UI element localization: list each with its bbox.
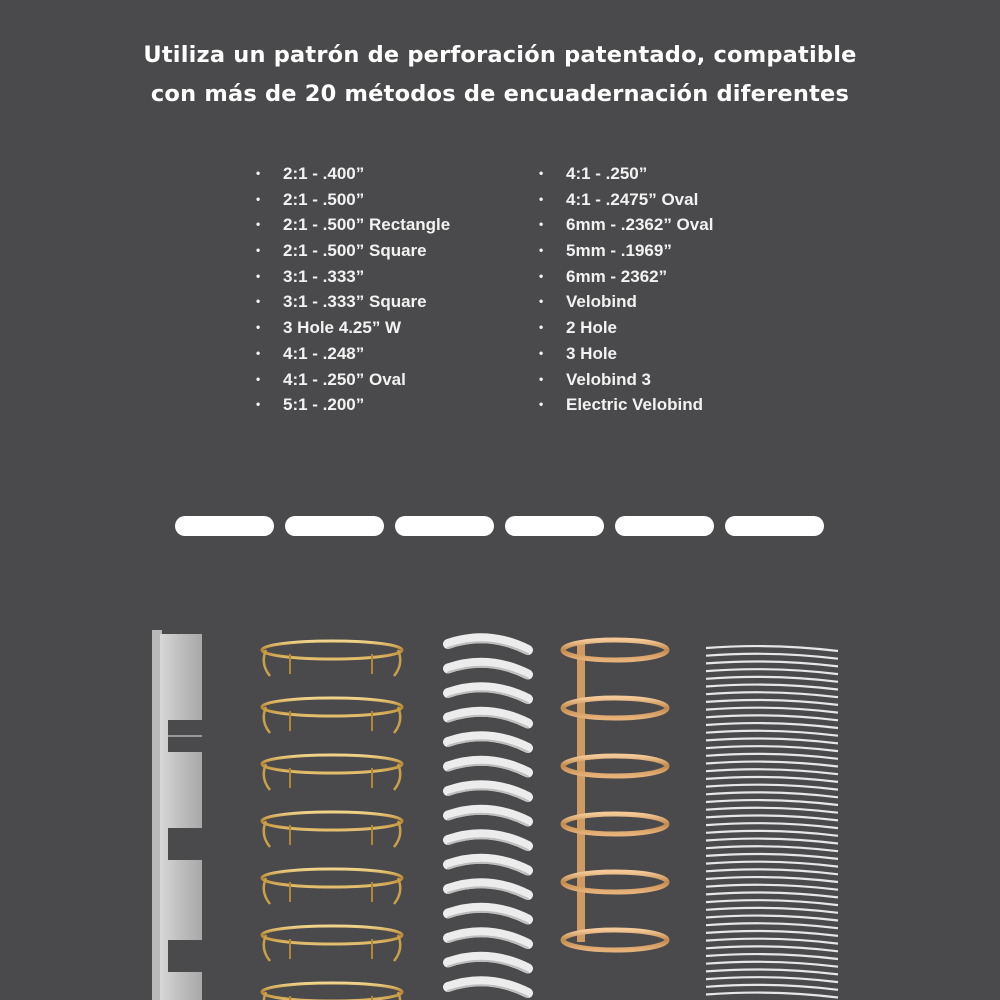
- bullet-icon: •: [539, 320, 544, 335]
- list-item: [256, 392, 450, 418]
- list-item-label: 5mm - .1969”: [566, 241, 672, 261]
- pill-divider-segment: [285, 516, 384, 536]
- list-item-label: 4:1 - .250” Oval: [283, 369, 406, 389]
- list-item: [539, 212, 713, 238]
- pill-divider-segment: [175, 516, 274, 536]
- list-item-label: 6mm - 2362”: [566, 266, 668, 286]
- list-item-label: 2:1 - .500”: [283, 189, 365, 209]
- list-item-label: 2:1 - .500” Square: [283, 241, 427, 261]
- list-item-label: 2 Hole: [566, 318, 618, 338]
- bullet-icon: •: [539, 345, 544, 360]
- list-item: [539, 264, 713, 290]
- pill-divider-segment: [725, 516, 824, 536]
- bullet-icon: •: [256, 268, 261, 283]
- bullet-icon: •: [539, 268, 544, 283]
- bullet-icon: •: [256, 397, 261, 412]
- list-item: [256, 187, 450, 213]
- pill-divider-segment: [505, 516, 604, 536]
- list-item-label: 4:1 - .248”: [283, 343, 365, 363]
- list-item: [256, 315, 450, 341]
- list-item: [256, 289, 450, 315]
- list-item: [256, 367, 450, 393]
- white-wire-spiral-icon: [706, 646, 838, 997]
- pill-divider-segment: [395, 516, 494, 536]
- list-item: [539, 161, 713, 187]
- pill-divider-segment: [615, 516, 714, 536]
- binding-types-illustration: [0, 600, 1000, 1000]
- bullet-icon: •: [539, 397, 544, 412]
- list-item: [539, 367, 713, 393]
- list-item: [539, 238, 713, 264]
- list-item: [256, 212, 450, 238]
- list-item-label: 3:1 - .333” Square: [283, 292, 427, 312]
- bullet-icon: •: [256, 166, 261, 180]
- binding-methods-list-right: [539, 161, 713, 418]
- list-item-label: 4:1 - .2475” Oval: [566, 189, 699, 209]
- list-item-label: 2:1 - .400”: [283, 164, 365, 183]
- list-item-label: 2:1 - .500” Rectangle: [283, 215, 451, 235]
- white-plastic-coil-icon: [448, 638, 528, 997]
- bullet-icon: •: [256, 294, 261, 309]
- list-item-label: 3 Hole: [566, 343, 618, 363]
- list-item-label: Electric Velobind: [566, 395, 703, 415]
- bullet-icon: •: [539, 191, 544, 206]
- bullet-icon: •: [256, 243, 261, 258]
- gold-ring-binding-icon: [563, 640, 667, 950]
- headline-line-2: con más de 20 métodos de encuadernación diferentes: [150, 81, 850, 107]
- pill-divider: [175, 516, 824, 536]
- list-item: [256, 238, 450, 264]
- bullet-icon: •: [256, 217, 261, 232]
- bullet-icon: •: [539, 217, 544, 232]
- list-item: [256, 161, 450, 187]
- list-item: [539, 289, 713, 315]
- bullet-icon: •: [256, 320, 261, 335]
- list-item: [539, 315, 713, 341]
- headline: [0, 36, 1000, 114]
- binding-methods-list-left: [256, 161, 450, 418]
- list-item: [539, 392, 713, 418]
- list-item-label: Velobind 3: [566, 369, 652, 389]
- bullet-icon: •: [539, 371, 544, 386]
- bullet-icon: •: [256, 345, 261, 360]
- list-item-label: 4:1 - .250”: [566, 164, 648, 183]
- list-item: [539, 341, 713, 367]
- list-item: [539, 187, 713, 213]
- velobind-strip-icon: [152, 630, 204, 1000]
- gold-wire-binding-icon: [262, 641, 402, 1000]
- list-item-label: 3:1 - .333”: [283, 266, 365, 286]
- headline-line-1: Utiliza un patrón de perforación patentado, compatible: [143, 42, 857, 68]
- list-item-label: Velobind: [566, 292, 637, 312]
- list-item-label: 6mm - .2362” Oval: [566, 215, 714, 235]
- list-item-label: 3 Hole 4.25” W: [283, 318, 402, 338]
- bullet-icon: •: [539, 294, 544, 309]
- bullet-icon: •: [256, 191, 261, 206]
- bullet-icon: •: [539, 243, 544, 258]
- list-item: [256, 341, 450, 367]
- list-item-label: 5:1 - .200”: [283, 395, 365, 415]
- list-item: [256, 264, 450, 290]
- bullet-icon: •: [539, 166, 544, 180]
- bullet-icon: •: [256, 371, 261, 386]
